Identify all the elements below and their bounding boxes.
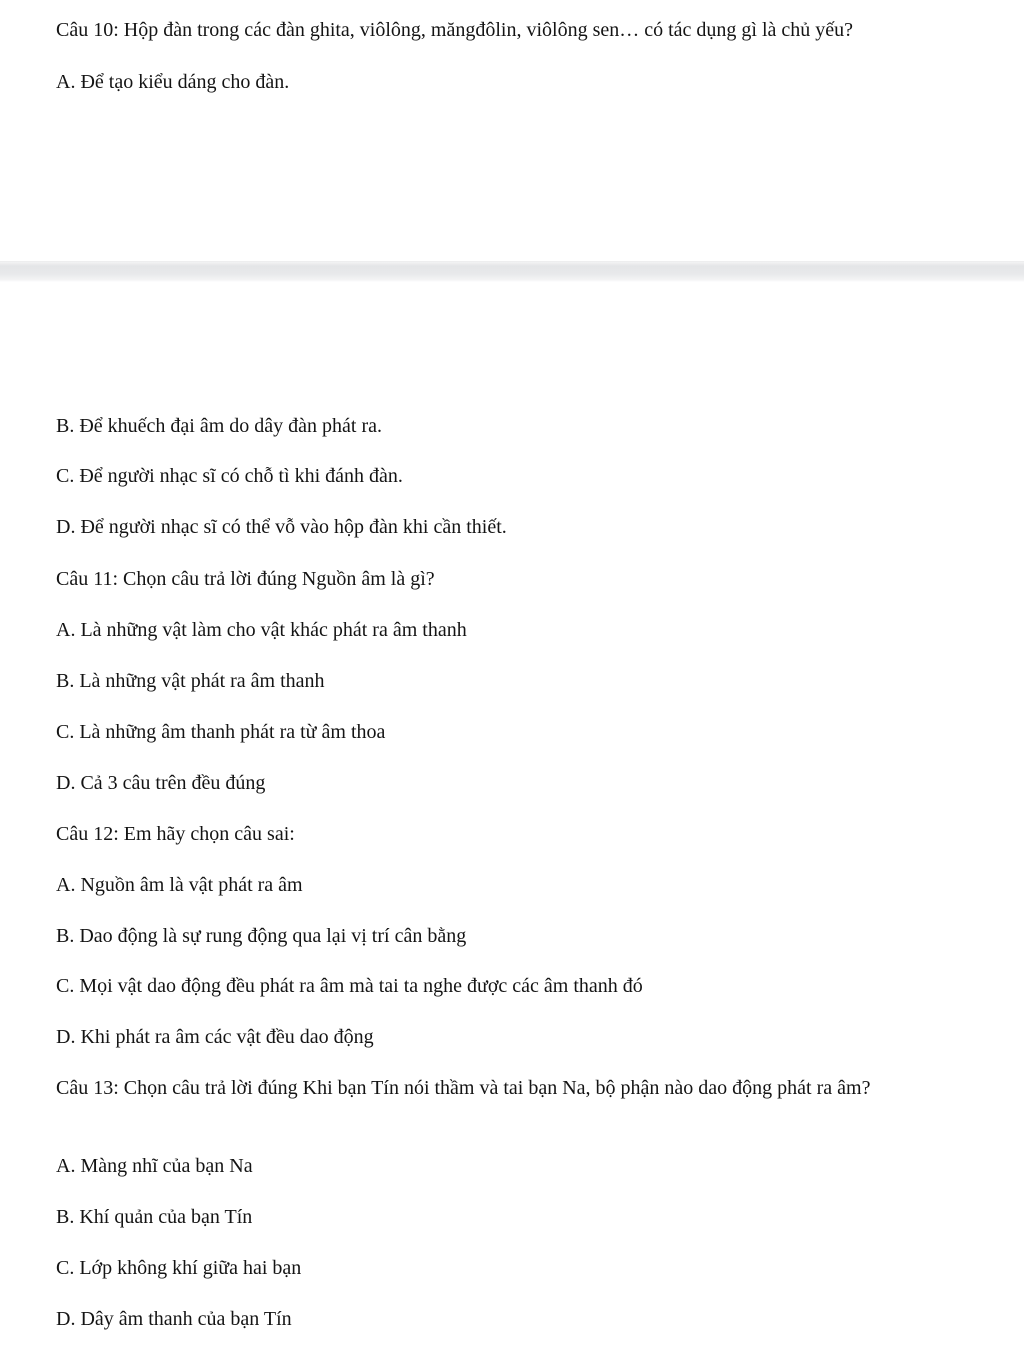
- q13-option-b: B. Khí quản của bạn Tín: [56, 1206, 253, 1228]
- page-break: [0, 261, 1024, 282]
- q13-option-a: A. Màng nhĩ của bạn Na: [56, 1155, 253, 1177]
- q12-option-a: A. Nguồn âm là vật phát ra âm: [56, 874, 303, 896]
- q11-option-c: C. Là những âm thanh phát ra từ âm thoa: [56, 721, 386, 743]
- q12-option-b: B. Dao động là sự rung động qua lại vị trí cân bằng: [56, 925, 467, 947]
- question-10: Câu 10: Hộp đàn trong các đàn ghita, viôlông, măngđôlin, viôlông sen… có tác dụng gì là chủ yếu?: [56, 19, 854, 41]
- q11-option-a: A. Là những vật làm cho vật khác phát ra âm thanh: [56, 619, 467, 641]
- q12-option-c: C. Mọi vật dao động đều phát ra âm mà tai ta nghe được các âm thanh đó: [56, 975, 643, 997]
- q10-option-c: C. Để người nhạc sĩ có chỗ tì khi đánh đàn.: [56, 465, 403, 487]
- q10-option-a: A. Để tạo kiểu dáng cho đàn.: [56, 71, 290, 93]
- q10-option-d: D. Để người nhạc sĩ có thể vỗ vào hộp đàn khi cần thiết.: [56, 516, 507, 538]
- question-12: Câu 12: Em hãy chọn câu sai:: [56, 823, 295, 845]
- q13-option-d: D. Dây âm thanh của bạn Tín: [56, 1308, 292, 1330]
- q11-option-d: D. Cả 3 câu trên đều đúng: [56, 772, 266, 794]
- question-13: Câu 13: Chọn câu trả lời đúng Khi bạn Tín nói thầm và tai bạn Na, bộ phận nào dao động phát ra âm?: [56, 1077, 871, 1099]
- question-11: Câu 11: Chọn câu trả lời đúng Nguồn âm là gì?: [56, 568, 435, 590]
- q11-option-b: B. Là những vật phát ra âm thanh: [56, 670, 325, 692]
- q13-option-c: C. Lớp không khí giữa hai bạn: [56, 1257, 302, 1279]
- q10-option-b: B. Để khuếch đại âm do dây đàn phát ra.: [56, 415, 383, 437]
- q12-option-d: D. Khi phát ra âm các vật đều dao động: [56, 1026, 374, 1048]
